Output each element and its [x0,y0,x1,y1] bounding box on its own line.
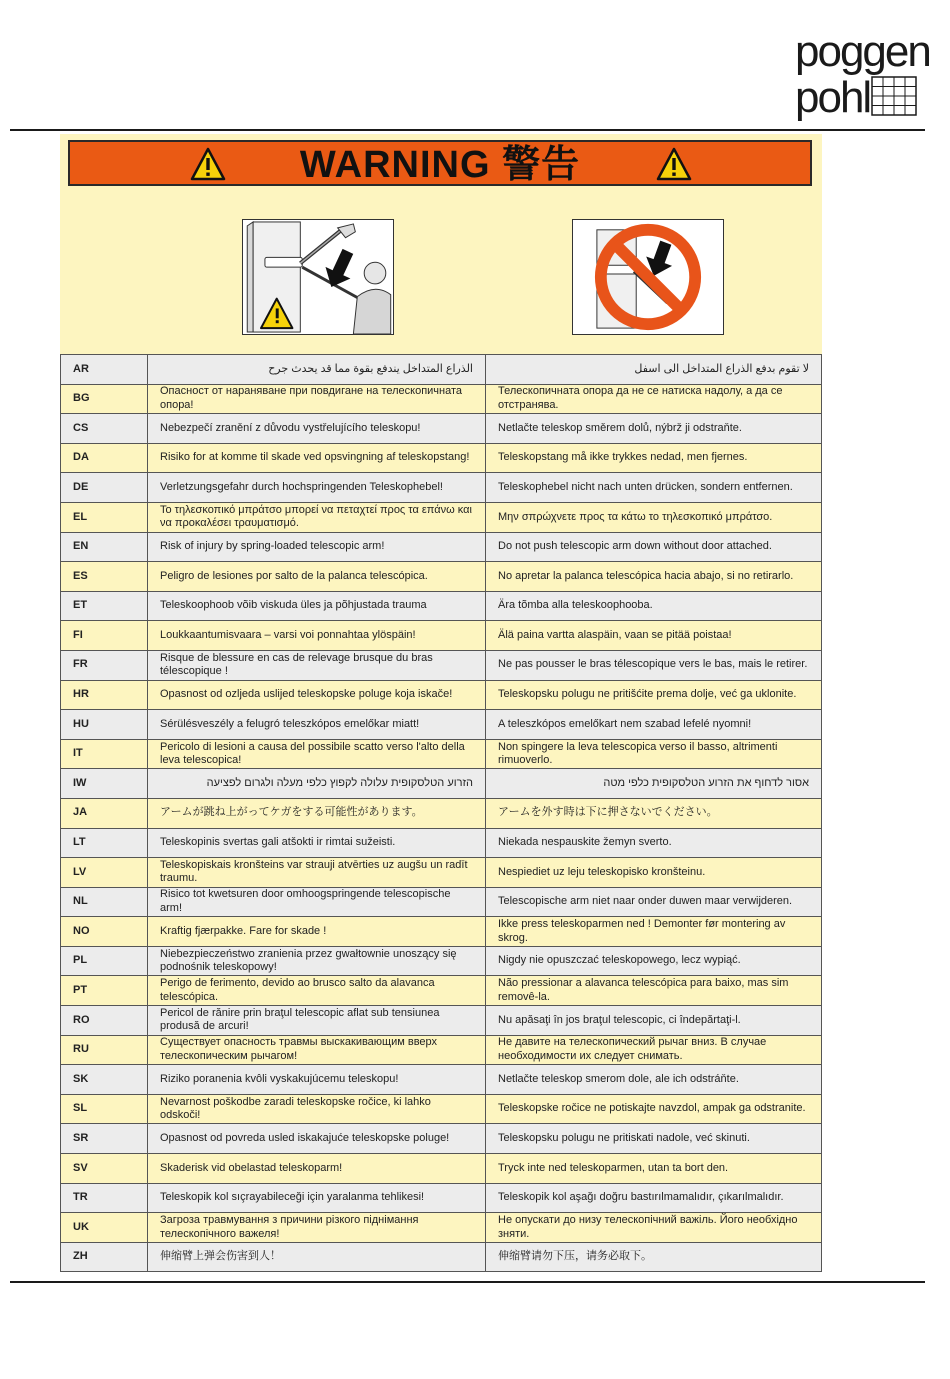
language-code: CS [61,414,148,444]
action-text: Netlačte teleskop směrem dolů, nýbrž ji odstraňte. [486,414,822,444]
action-text: Não pressionar a alavanca telescópica para baixo, mas sim removê-la. [486,976,822,1006]
instructions-body [61,355,822,1272]
risk-text: Risque de blessure en cas de relevage brusque du bras télescopique ! [148,650,486,680]
warning-triangle-icon [656,147,692,181]
table-row [61,650,822,680]
table-row [61,355,822,385]
risk-text: Pericol de rănire prin braţul telescopic aflat sub tensiunea produsă de arcuri! [148,1006,486,1036]
risk-text: Peligro de lesiones por salto de la palanca telescópica. [148,562,486,592]
action-text: Teleskopsku polugu ne pritišćite prema dolje, već ga uklonite. [486,680,822,710]
language-code: JA [61,798,148,828]
action-text: Телескопичната опора да не се натиска надолу, а да се отстранява. [486,384,822,414]
risk-text: Risk of injury by spring-loaded telescopic arm! [148,532,486,562]
table-row [61,798,822,828]
risk-text: Opasnost od ozljeda uslijed teleskopske poluge koja iskače! [148,680,486,710]
language-code: NL [61,887,148,917]
language-code: EL [61,502,148,532]
table-row [61,1183,822,1213]
table-row [61,1124,822,1154]
language-code: SV [61,1154,148,1184]
logo-line-1: poggen [795,27,930,76]
action-text: Ikke press teleskoparmen ned ! Demonter før montering av skrog. [486,917,822,947]
action-text: Nespiediet uz leju teleskopisko kronšteinu. [486,858,822,888]
language-code: ES [61,562,148,592]
warning-title: WARNING 警告 [299,144,581,186]
language-code: SK [61,1065,148,1095]
risk-text: アームが跳ね上がってケガをする可能性があります。 [148,798,486,828]
action-text: Μην σπρώχνετε προς τα κάτω το τηλεσκοπικό μπράτσο. [486,502,822,532]
action-text: Non spingere la leva telescopica verso il basso, altrimenti rimuoverlo. [486,739,822,769]
language-code: IW [61,769,148,799]
table-row [61,976,822,1006]
action-text: Не давите на телескопический рычаг вниз. В случае необходимости их следует снимать. [486,1035,822,1065]
language-code: NO [61,917,148,947]
logo-line-2: pohl [795,73,871,122]
action-text: Teleskopik kol aşağı doğru bastırılmamalıdır, çıkarılmalıdır. [486,1183,822,1213]
risk-text: Kraftig fjærpakke. Fare for skade ! [148,917,486,947]
poggenpohl-logo [795,27,930,125]
language-code: PT [61,976,148,1006]
language-code: IT [61,739,148,769]
risk-text: Riziko poranenia kvôli vyskakujúcemu teleskopu! [148,1065,486,1095]
language-code: FI [61,621,148,651]
action-text: No apretar la palanca telescópica hacia abajo, si no retirarlo. [486,562,822,592]
action-text: Ne pas pousser le bras télescopique vers le bas, mais le retirer. [486,650,822,680]
language-code: RO [61,1006,148,1036]
risk-text: Pericolo di lesioni a causa del possibile scatto verso l'alto della leva telescopica! [148,739,486,769]
table-row [61,1213,822,1243]
language-code: AR [61,355,148,385]
risk-text: Teleskopik kol sıçrayabileceği için yaralanma tehlikesi! [148,1183,486,1213]
table-row [61,828,822,858]
table-row [61,532,822,562]
language-code: SR [61,1124,148,1154]
risk-text: Teleskopiskais kronšteins var strauji atvērties uz augšu un radīt traumu. [148,858,486,888]
table-row [61,680,822,710]
injury-illustration [242,219,394,335]
risk-text: Sérülésveszély a felugró teleszkópos emelőkar miatt! [148,710,486,740]
table-row [61,562,822,592]
warning-banner [68,140,812,186]
language-code: TR [61,1183,148,1213]
table-row [61,917,822,947]
table-row [61,1242,822,1272]
table-row [61,769,822,799]
language-code: PL [61,946,148,976]
action-text: Ära tõmba alla teleskoophooba. [486,591,822,621]
action-text: لا تقوم بدفع الذراع المتداخل الى اسفل [486,355,822,385]
table-row [61,1094,822,1124]
language-code: SL [61,1094,148,1124]
table-row [61,414,822,444]
language-code: BG [61,384,148,414]
action-text: Nu apăsaţi în jos braţul telescopic, ci îndepărtaţi-l. [486,1006,822,1036]
safety-instructions-table [60,354,822,1272]
risk-text: Verletzungsgefahr durch hochspringenden Teleskophebel! [148,473,486,503]
risk-text: Nebezpečí zranění z důvodu vystřelujícího teleskopu! [148,414,486,444]
language-code: DA [61,443,148,473]
risk-text: 伸缩臂上弹会伤害到人！ [148,1242,486,1272]
action-text: Teleskophebel nicht nach unten drücken, sondern entfernen. [486,473,822,503]
risk-text: Perigo de ferimento, devido ao brusco salto da alavanca telescópica. [148,976,486,1006]
risk-text: Существует опасность травмы выскакивающим вверх телескопическим рычагом! [148,1035,486,1065]
risk-text: Το τηλεσκοπικό μπράτσο μπορεί να πεταχτεί προς τα επάνω και να προκαλέσει τραυματισμό. [148,502,486,532]
table-row [61,1065,822,1095]
action-text: Do not push telescopic arm down without door attached. [486,532,822,562]
language-code: HR [61,680,148,710]
action-text: Teleskopstang må ikke trykkes nedad, men fjernes. [486,443,822,473]
language-code: FR [61,650,148,680]
risk-text: Niebezpieczeństwo zranienia przez gwałtownie unoszący się podnośnik teleskopowy! [148,946,486,976]
risk-text: الذراع المتداخل يندفع بقوة مما قد يحدث جرح [148,355,486,385]
language-code: ZH [61,1242,148,1272]
action-text: A teleszkópos emelőkart nem szabad lefelé nyomni! [486,710,822,740]
language-code: UK [61,1213,148,1243]
action-text: Не опускати до низу телескопічний важіль. Його необхідно зняти. [486,1213,822,1243]
risk-text: Risiko for at komme til skade ved opsvingning af teleskopstang! [148,443,486,473]
header-divider [10,129,925,131]
risk-text: Skaderisk vid obelastad teleskoparm! [148,1154,486,1184]
logo-grid-icon [871,76,917,116]
table-row [61,502,822,532]
risk-text: Загроза травмування з причини різкого піднімання телескопічного важеля! [148,1213,486,1243]
table-row [61,384,822,414]
risk-text: Teleskopinis svertas gali atšokti ir rimtai sužeisti. [148,828,486,858]
risk-text: Opasnost od povreda usled iskakajuće teleskopske poluge! [148,1124,486,1154]
table-row [61,443,822,473]
footer-divider [10,1281,925,1283]
action-text: Telescopische arm niet naar onder duwen maar verwijderen. [486,887,822,917]
language-code: ET [61,591,148,621]
risk-text: Risico tot kwetsuren door omhoogspringende telescopische arm! [148,887,486,917]
table-row [61,946,822,976]
language-code: LT [61,828,148,858]
action-text: 伸缩臂请勿下压，请务必取下。 [486,1242,822,1272]
table-row [61,1035,822,1065]
action-text: Netlačte teleskop smerom dole, ale ich odstráňte. [486,1065,822,1095]
language-code: HU [61,710,148,740]
risk-text: Nevarnost poškodbe zaradi teleskopske ročice, ki lahko odskoči! [148,1094,486,1124]
language-code: LV [61,858,148,888]
language-code: EN [61,532,148,562]
warning-panel [60,134,822,354]
prohibition-illustration [572,219,724,335]
action-text: Tryck inte ned teleskoparmen, utan ta bort den. [486,1154,822,1184]
risk-text: Teleskoophoob võib viskuda üles ja põhjustada trauma [148,591,486,621]
table-row [61,473,822,503]
language-code: DE [61,473,148,503]
language-code: RU [61,1035,148,1065]
table-row [61,710,822,740]
table-row [61,591,822,621]
table-row [61,739,822,769]
risk-text: Loukkaantumisvaara – varsi voi ponnahtaa ylöspäin! [148,621,486,651]
action-text: アームを外す時は下に押さないでください。 [486,798,822,828]
action-text: Niekada nespauskite žemyn sverto. [486,828,822,858]
table-row [61,1154,822,1184]
table-row [61,858,822,888]
table-row [61,621,822,651]
action-text: Nigdy nie opuszczać teleskopowego, lecz wypiąć. [486,946,822,976]
risk-text: הזרוע הטלסקופית עלולה לקפוץ כלפי מעלה ולגרום לפציעה [148,769,486,799]
action-text: Teleskopske ročice ne potiskajte navzdol, ampak ga odstranite. [486,1094,822,1124]
action-text: Teleskopsku polugu ne pritiskati nadole, već skinuti. [486,1124,822,1154]
table-row [61,1006,822,1036]
table-row [61,887,822,917]
action-text: Älä paina vartta alaspäin, vaan se pitää poistaa! [486,621,822,651]
action-text: אסור לדחוף את הזרוע הטלסקופית כלפי מטה [486,769,822,799]
risk-text: Опасност от нараняване при повдигане на телескопичната опора! [148,384,486,414]
